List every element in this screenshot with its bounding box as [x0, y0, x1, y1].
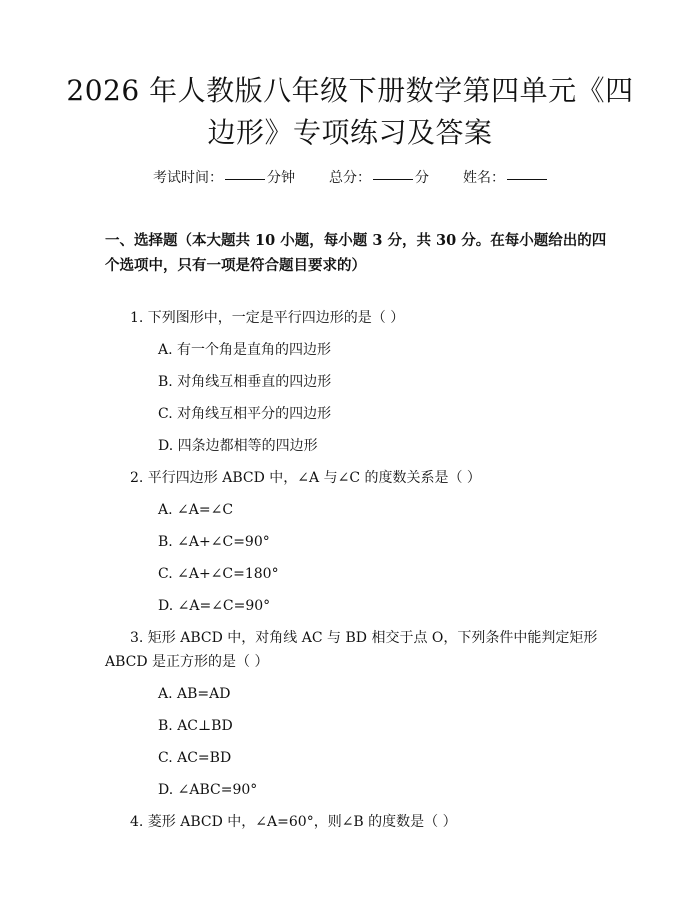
question-stem: 2. 平行四边形 ABCD 中，∠A 与∠C 的度数关系是（ ）	[130, 470, 481, 486]
section-heading: 一、选择题（本大题共 10 小题，每小题 3 分，共 30 分。在每小题给出的四个选项中，只有一项是符合题目要求的）	[105, 232, 607, 274]
answer-option: B. ∠A+∠C=90°	[158, 534, 270, 550]
question-stem: 1. 下列图形中，一定是平行四边形的是（ ）	[130, 310, 405, 326]
exam-info-line	[0, 166, 700, 190]
exam-time-blank	[225, 179, 265, 180]
answer-option: D. ∠A=∠C=90°	[158, 598, 271, 614]
answer-option: A. ∠A=∠C	[158, 502, 234, 518]
total-score-field	[329, 166, 429, 190]
answer-option: A. AB=AD	[158, 686, 231, 702]
answer-option: A. 有一个角是直角的四边形	[158, 342, 332, 358]
question-stem: 4. 菱形 ABCD 中，∠A=60°，则∠B 的度数是（ ）	[130, 814, 457, 830]
question-stem: 3. 矩形 ABCD 中，对角线 AC 与 BD 相交于点 O，下列条件中能判定矩形 ABCD 是正方形的是（ ）	[105, 630, 598, 670]
answer-option: C. AC=BD	[158, 750, 232, 766]
exam-time-label: 考试时间：	[153, 170, 223, 186]
document-title: 2026 年人教版八年级下册数学第四单元《四边形》专项练习及答案	[66, 74, 634, 149]
answer-option: C. ∠A+∠C=180°	[158, 566, 279, 582]
exam-time-field	[153, 166, 295, 190]
student-name-field	[463, 166, 547, 190]
answer-option: D. ∠ABC=90°	[158, 782, 258, 798]
total-score-blank	[373, 179, 413, 180]
total-score-unit: 分	[415, 170, 429, 186]
answer-option: B. 对角线互相垂直的四边形	[158, 374, 332, 390]
answer-option: B. AC⊥BD	[158, 718, 233, 734]
answer-option: C. 对角线互相平分的四边形	[158, 406, 332, 422]
student-name-blank	[507, 179, 547, 180]
answer-option: D. 四条边都相等的四边形	[158, 438, 318, 454]
exam-time-unit: 分钟	[267, 170, 295, 186]
total-score-label: 总分：	[329, 170, 371, 186]
student-name-label: 姓名：	[463, 170, 505, 186]
